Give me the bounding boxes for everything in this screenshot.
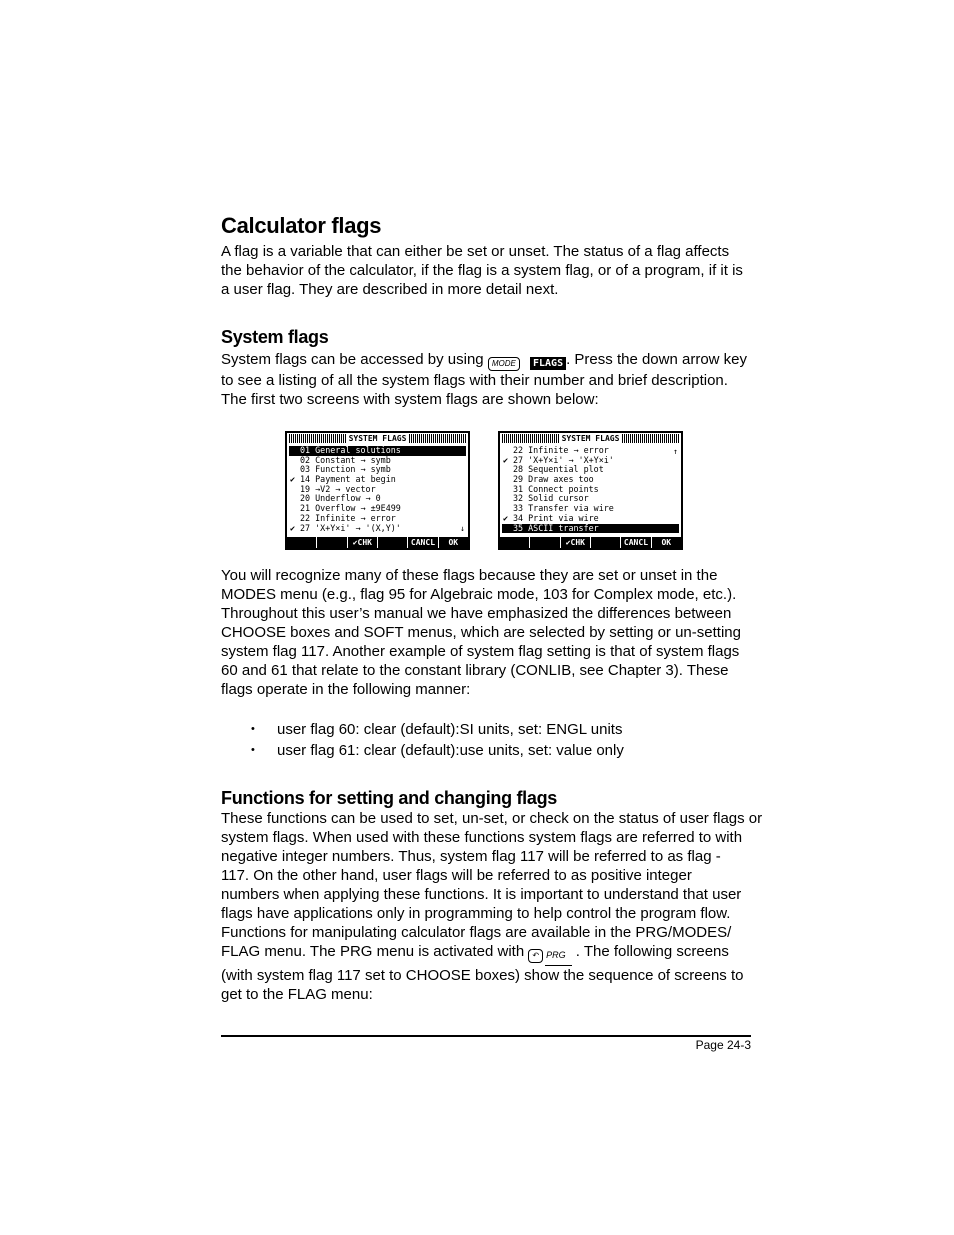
flag-row: 01 General solutions [289,446,466,456]
softkey-chk: ✔CHK [560,537,590,548]
flag-row: 03 Function → symb [300,464,391,475]
soft-menu [500,537,681,548]
soft-menu [287,537,468,548]
softkey-2 [316,537,346,548]
flag-list [289,446,466,533]
intro-line: the behavior of the calculator, if the flag is a system flag, or of a program, if it is [221,262,743,279]
flag-list [502,446,679,533]
functions-line: get to the FLAG menu: [221,986,373,1003]
check-mark-icon: ✔ [503,512,509,523]
flag-row: 31 Connect points [513,483,599,494]
up-arrow-icon: ↑ [673,447,678,456]
down-arrow-icon: ↓ [460,524,465,533]
bullet-icon: • [251,744,255,756]
flag-row: 22 Infinite → error [513,445,609,455]
flag-row: ✔ 27 'X+Y×i' → '(X,Y)' [290,522,401,533]
flag-row: 29 Draw axes too [513,474,594,485]
softkey-2 [529,537,559,548]
recognize-line: You will recognize many of these flags because they are set or unset in the [221,567,718,584]
calculator-screen-2 [498,431,683,550]
softkey-ok: OK [438,537,468,548]
mode-key-icon: MODE [488,357,520,371]
flag-row: 02 Constant → symb [300,454,391,465]
softkey-ok: OK [651,537,681,548]
check-mark-icon: ✔ [290,522,296,533]
check-mark-icon: ✔ [290,474,296,485]
flag-bullet-list [221,719,624,761]
left-shift-key-icon: ↶ [528,949,543,963]
functions-line: flags have applications only in programming to help control the program flow. [221,905,731,922]
recognize-line: 60 and 61 that relate to the constant library (CONLIB, see Chapter 3). These [221,662,729,679]
system-flags-line: to see a listing of all the system flags with their number and brief description. [221,372,728,389]
functions-line: (with system flag 117 set to CHOOSE boxes) show the sequence of screens to [221,967,744,984]
recognize-line: flags operate in the following manner: [221,681,471,698]
flag-row: 21 Overflow → ±9E499 [300,503,401,514]
flag-row: 22 Infinite → error [300,512,396,523]
recognize-line: CHOOSE boxes and SOFT menus, which are selected by setting or un-setting [221,624,741,641]
footer-rule [221,1035,751,1037]
softkey-1 [500,537,529,548]
recognize-paragraph [221,566,761,699]
softkey-chk: ✔CHK [347,537,377,548]
recognize-line: system flag 117. Another example of system flag setting is that of system flags [221,643,740,660]
screen-title: SYSTEM FLAGS [289,434,466,443]
functions-line: negative integer numbers. Thus, system flag 117 will be referred to as flag - [221,848,721,865]
recognize-line: MODES menu (e.g., flag 95 for Algebraic mode, 103 for Complex mode, etc.). [221,586,737,603]
system-flags-text: . Press the down arrow key [566,351,748,368]
softkey-cancel: CANCL [620,537,650,548]
system-flags-paragraph [221,350,761,409]
list-item: • user flag 60: clear (default):SI units, set: ENGL units [251,721,623,738]
softkey-1 [287,537,316,548]
intro-line: A flag is a variable that can either be set or unset. The status of a flag affects [221,243,730,260]
recognize-line: Throughout this user’s manual we have emphasized the differences between [221,605,732,622]
flag-row: ✔ 34 Print via wire [503,512,599,523]
functions-line: 117. On the other hand, user flags will be referred to as positive integer [221,867,692,884]
flag-row: 35 ASCII transfer [502,524,679,534]
intro-paragraph [221,242,761,299]
softkey-4 [377,537,407,548]
down-arrow-icon: ↓ [673,524,678,533]
functions-line: Functions for manipulating calculator flags are available in the PRG/MODES/ [221,924,732,941]
flag-row: ✔ 14 Payment at begin [290,474,396,485]
system-flags-line [221,350,761,371]
functions-line [221,942,761,966]
intro-line: a user flag. They are described in more detail next. [221,281,559,298]
flag-row: 20 Underflow → 0 [300,493,381,504]
system-flags-line: The first two screens with system flags are shown below: [221,391,599,408]
check-mark-icon: ✔ [503,454,509,465]
functions-line: numbers when applying these functions. It is important to understand that user [221,886,742,903]
functions-text: . The following screens [575,943,729,960]
flag-row: ✔ 27 'X+Y×i' → 'X+Y×i' [503,454,614,465]
softkey-cancel: CANCL [407,537,437,548]
page-title: Calculator flags [221,213,382,238]
functions-line: These functions can be used to set, un-set, or check on the status of user flags or [221,810,763,827]
system-flags-text: System flags can be accessed by using [221,351,484,368]
flag-row: 19 →V2 → vector [300,483,376,494]
flags-softkey-icon: FLAGS [530,357,566,370]
flag-row: 33 Transfer via wire [513,503,614,514]
bullet-icon: • [251,723,255,735]
screen-title: SYSTEM FLAGS [502,434,679,443]
calculator-screen-1 [285,431,470,550]
page-number: Page 24-3 [695,1038,751,1052]
functions-heading: Functions for setting and changing flags [221,788,558,808]
prg-key-label: PRG [545,946,572,966]
flag-row: 32 Solid cursor [513,493,589,504]
flag-row: 28 Sequential plot [513,464,604,475]
list-item: • user flag 61: clear (default):use units, set: value only [251,742,624,759]
softkey-4 [590,537,620,548]
functions-line: system flags. When used with these functions system flags are referred to with [221,829,743,846]
system-flags-heading: System flags [221,327,329,347]
functions-text: FLAG menu. The PRG menu is activated with [221,943,525,960]
functions-paragraph [221,809,761,1004]
